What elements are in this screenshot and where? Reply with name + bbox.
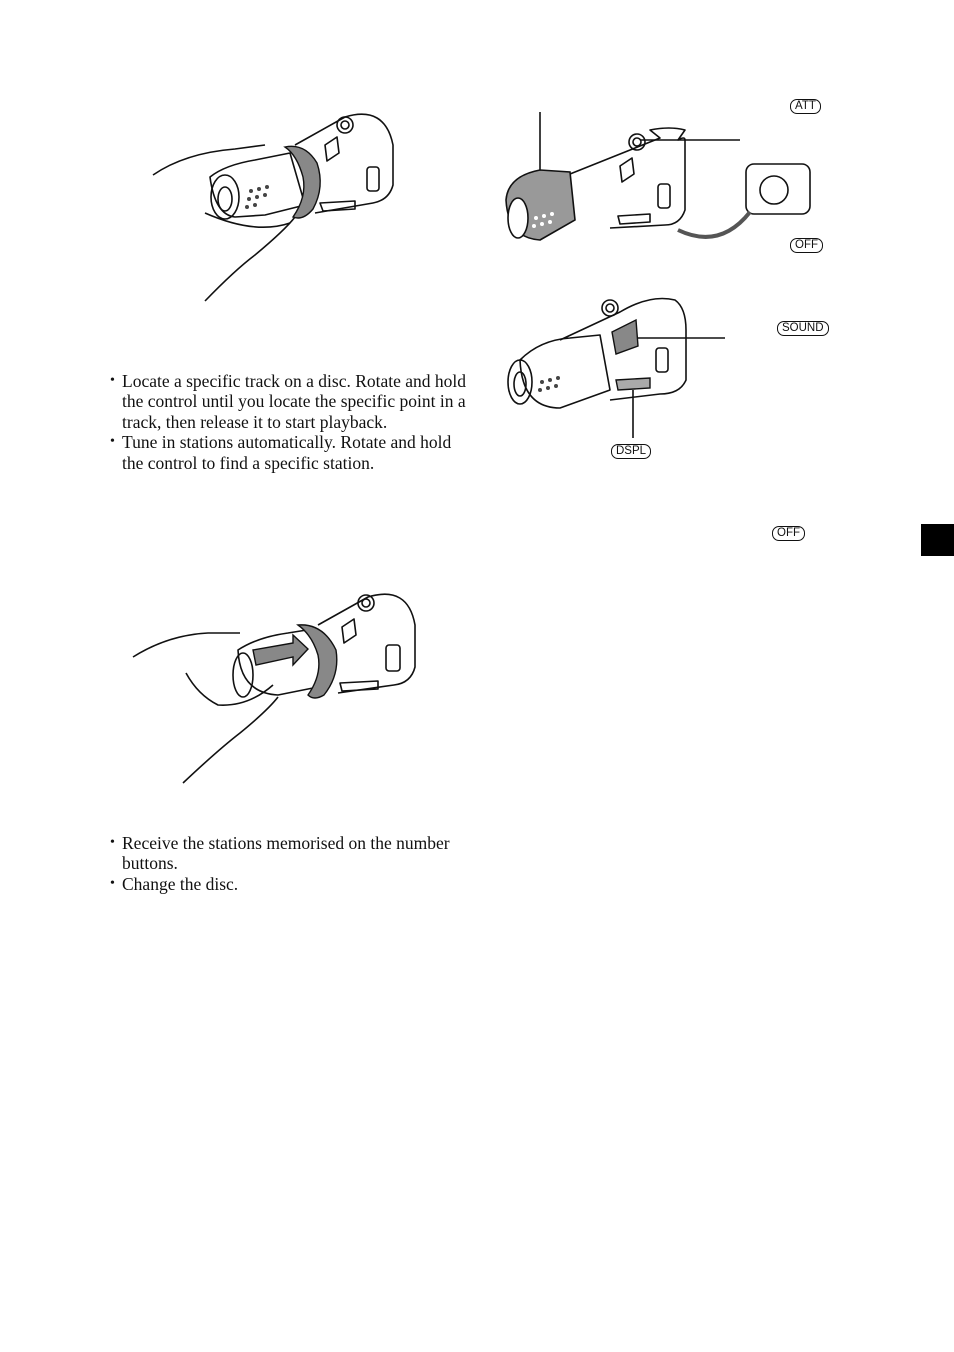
off-button-label: OFF xyxy=(772,526,805,541)
section-tab-marker xyxy=(921,524,954,556)
att-button-label: ATT xyxy=(790,99,821,114)
dspl-button-label: DSPL xyxy=(611,444,651,459)
list-item: • Change the disc. xyxy=(110,874,450,894)
rotate-function-list xyxy=(110,371,470,473)
off-button-label: OFF xyxy=(790,238,823,253)
push-rotate-control-illustration xyxy=(128,585,423,790)
rotate-control-illustration xyxy=(145,105,405,305)
list-item: • Receive the stations memorised on the number buttons. xyxy=(110,833,450,874)
att-button-illustration xyxy=(500,100,820,250)
sound-button-label: SOUND xyxy=(777,321,829,336)
push-rotate-function-list xyxy=(110,833,450,894)
sound-dspl-illustration xyxy=(500,290,740,440)
list-item: • Tune in stations automatically. Rotate and hold the control to find a specific station. xyxy=(110,432,470,473)
list-item: • Locate a specific track on a disc. Rotate and hold the control until you locate the specific point in a track, then release it to start playback. xyxy=(110,371,470,432)
